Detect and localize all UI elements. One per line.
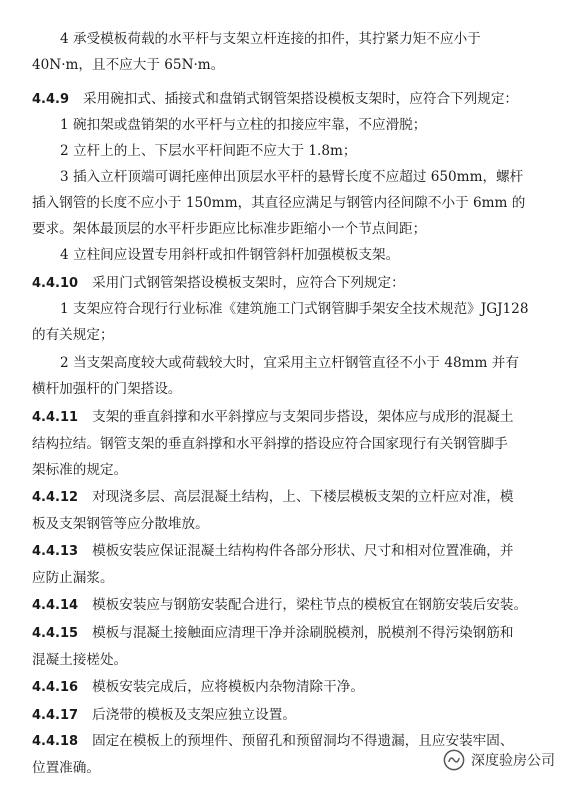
clause-4-4-10 (32, 270, 537, 297)
clause-number: 4.4.18 (32, 734, 79, 749)
clause-4-4-11 (32, 404, 537, 483)
clause-4-4-10-item-1 (32, 296, 565, 348)
clause-4-4-14 (32, 592, 537, 619)
clause-4-4-9-item-4 (32, 242, 565, 268)
text-line: 2 立杆上的上、下层水平杆间距不应大于 1.8m； (60, 143, 357, 159)
text-line: 对现浇多层、高层混凝土结构，上、下楼层模板支架的立杆应对准，模 (92, 489, 514, 505)
clause-number: 4.4.16 (32, 680, 79, 695)
text-line: 1 支架应符合现行行业标准《建筑施工门式钢管脚手架安全技术规范》JGJ128 (60, 301, 529, 317)
watermark (443, 746, 555, 774)
clause-4-4-8-item-4 (32, 26, 565, 78)
text-line: 模板安装应保证混凝土结构构件各部分形状、尺寸和相对位置准确，并 (92, 543, 514, 559)
text-line: 2 当支架高度较大或荷载较大时，宜采用主立杆钢管直径不小于 48mm 并有 (60, 355, 519, 371)
text-line: 架标准的规定。 (32, 462, 128, 478)
text-line: 应防止漏浆。 (32, 570, 114, 586)
text-line: 模板与混凝土接触面应清理干净并涂刷脱模剂，脱模剂不得污染钢筋和 (92, 625, 514, 641)
clause-4-4-9-item-2 (32, 138, 565, 164)
text-line: 模板安装应与钢筋安装配合进行，梁柱节点的模板宜在钢筋安装后安装。 (92, 597, 528, 613)
clause-4-4-10-item-2 (32, 350, 565, 402)
clause-number: 4.4.15 (32, 626, 79, 641)
clause-number: 4.4.11 (32, 410, 79, 425)
text-line: 插入钢管的长度不应小于 150mm，其直径应满足与钢管内径间隙不小于 6mm 的 (32, 195, 526, 211)
clause-number: 4.4.17 (32, 708, 79, 723)
text-line: 3 插入立杆顶端可调托座伸出顶层水平杆的悬臂长度不应超过 650mm，螺杆 (60, 169, 524, 185)
clause-number: 4.4.12 (32, 490, 79, 505)
text-line: 结构拉结。钢管支架的垂直斜撑和水平斜撑的搭设应符合国家现行有关钢管脚手 (32, 436, 508, 452)
text-line: 混凝土接槎处。 (32, 652, 128, 668)
text-line: 40N·m，且不应大于 65N·m。 (32, 57, 225, 73)
clause-4-4-9-item-3 (32, 164, 565, 242)
text-line: 横杆加强杆的门架搭设。 (32, 381, 182, 397)
clause-4-4-12 (32, 484, 537, 537)
clause-4-4-9 (32, 86, 537, 113)
text-line: 模板安装完成后，应将模板内杂物清除干净。 (92, 679, 364, 695)
clause-4-4-15 (32, 620, 537, 673)
clause-number: 4.4.13 (32, 544, 79, 559)
text-line: 支架的垂直斜撑和水平斜撑应与支架同步搭设，架体应与成形的混凝土 (92, 409, 514, 425)
clause-number: 4.4.10 (32, 276, 79, 291)
text-line: 后浇带的模板及支架应独立设置。 (92, 707, 296, 723)
text-line: 1 碗扣架或盘销架的水平杆与立柱的扣接应牢靠，不应滑脱； (60, 117, 427, 133)
text-line: 采用门式钢管架搭设模板支架时，应符合下列规定： (92, 275, 405, 291)
clause-number: 4.4.14 (32, 598, 79, 613)
clause-4-4-9-item-1 (32, 112, 565, 138)
wechat-channel-icon (443, 749, 465, 771)
clause-number: 4.4.9 (32, 92, 70, 107)
clause-4-4-16 (32, 674, 537, 701)
text-line: 采用碗扣式、插接式和盘销式钢管架搭设模板支架时，应符合下列规定： (83, 91, 519, 107)
text-line: 板及支架钢管等应分散堆放。 (32, 516, 209, 532)
text-line: 的有关规定； (32, 327, 114, 343)
clause-4-4-17 (32, 702, 537, 729)
text-line: 4 承受模板荷载的水平杆与支架立杆连接的扣件，其拧紧力矩不应小于 (60, 31, 481, 47)
text-line: 固定在模板上的预埋件、预留孔和预留洞均不得遗漏，且应安装牢固、 (92, 733, 514, 749)
text-line: 要求。架体最顶层的水平杆步距应比标准步距缩小一个节点间距； (32, 221, 427, 237)
clause-4-4-13 (32, 538, 537, 591)
text-line: 4 立柱间应设置专用斜杆或扣件钢管斜杆加强模板支架。 (60, 247, 400, 263)
text-line: 位置准确。 (32, 760, 100, 776)
watermark-text: 深度验房公司 (471, 753, 555, 769)
